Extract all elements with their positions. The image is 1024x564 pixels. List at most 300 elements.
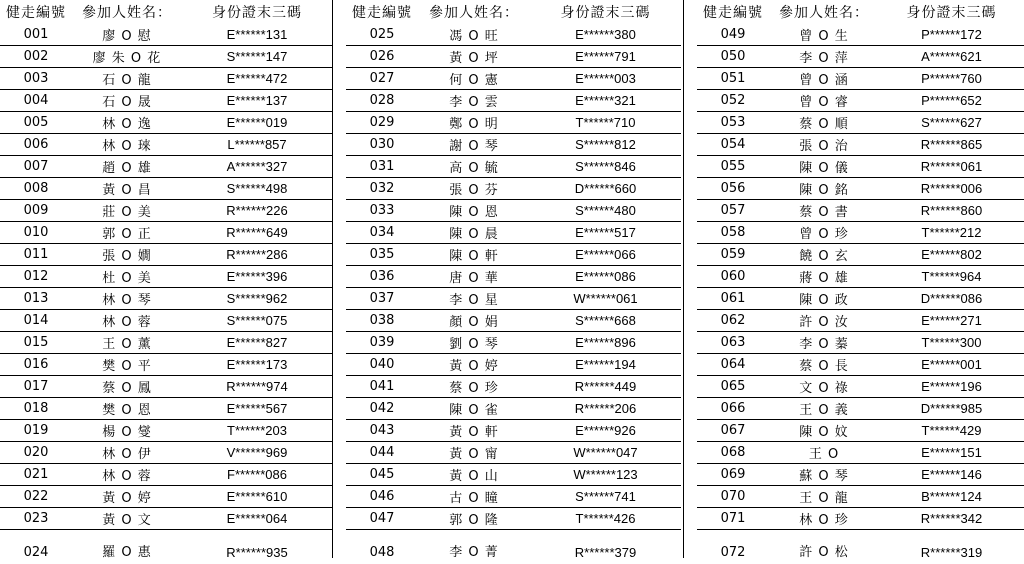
participant-name: 林 O 逸 bbox=[72, 112, 182, 134]
walker-number: 027 bbox=[346, 68, 418, 90]
header-name: 參加人姓名： bbox=[418, 0, 530, 24]
participant-name: 楊 O 燮 bbox=[72, 420, 182, 442]
id-last-three: B******124 bbox=[879, 486, 1024, 508]
participant-name: 蘇 O 琴 bbox=[769, 464, 879, 486]
walker-number: 059 bbox=[697, 244, 769, 266]
participant-name: 陳 O 晨 bbox=[418, 222, 530, 244]
walker-number: 046 bbox=[346, 486, 418, 508]
header-number: 健走編號 bbox=[346, 0, 418, 24]
participant-name: 陳 O 政 bbox=[769, 288, 879, 310]
walker-number: 023 bbox=[0, 508, 72, 530]
participant-name: 王 O 義 bbox=[769, 398, 879, 420]
header-id: 身份證末三碼 bbox=[879, 0, 1024, 24]
participant-name: 饒 O 玄 bbox=[769, 244, 879, 266]
participant-name: 唐 O 華 bbox=[418, 266, 530, 288]
walker-number: 052 bbox=[697, 90, 769, 112]
participant-name: 黃 O 坪 bbox=[418, 46, 530, 68]
table-row bbox=[697, 46, 1024, 68]
walker-number: 029 bbox=[346, 112, 418, 134]
walker-number: 071 bbox=[697, 508, 769, 530]
table-row bbox=[0, 486, 332, 508]
participant-name: 曾 O 睿 bbox=[769, 90, 879, 112]
walker-number: 017 bbox=[0, 376, 72, 398]
id-last-three: P******760 bbox=[879, 68, 1024, 90]
table-row bbox=[0, 376, 332, 398]
id-last-three: E******567 bbox=[182, 398, 332, 420]
participant-name: 林 O 蓉 bbox=[72, 464, 182, 486]
walker-number: 007 bbox=[0, 156, 72, 178]
participant-name: 樊 O 平 bbox=[72, 354, 182, 376]
table-row bbox=[697, 398, 1024, 420]
walker-number: 045 bbox=[346, 464, 418, 486]
table-row bbox=[0, 68, 332, 90]
roster-panel bbox=[697, 0, 1024, 558]
participant-name: 林 O 琜 bbox=[72, 134, 182, 156]
table-row bbox=[697, 354, 1024, 376]
participant-name: 林 O 伊 bbox=[72, 442, 182, 464]
walker-number: 005 bbox=[0, 112, 72, 134]
participant-name: 陳 O 雀 bbox=[418, 398, 530, 420]
participant-name: 蔡 O 書 bbox=[769, 200, 879, 222]
walker-number: 003 bbox=[0, 68, 72, 90]
table-row bbox=[0, 156, 332, 178]
participant-name: 廖 O 慰 bbox=[72, 24, 182, 46]
walker-number: 024 bbox=[0, 530, 72, 564]
header-name: 參加人姓名： bbox=[72, 0, 182, 24]
participant-name: 王 O 龍 bbox=[769, 486, 879, 508]
id-last-three: R******449 bbox=[530, 376, 681, 398]
participant-name: 李 O 菁 bbox=[418, 530, 530, 564]
roster-table bbox=[346, 0, 681, 564]
walker-number: 008 bbox=[0, 178, 72, 200]
walker-number: 034 bbox=[346, 222, 418, 244]
table-row bbox=[0, 310, 332, 332]
id-last-three: D******660 bbox=[530, 178, 681, 200]
walker-number: 010 bbox=[0, 222, 72, 244]
walker-number: 050 bbox=[697, 46, 769, 68]
walker-number: 006 bbox=[0, 134, 72, 156]
table-row bbox=[0, 508, 332, 530]
header-id: 身份證末三碼 bbox=[182, 0, 332, 24]
walker-number: 019 bbox=[0, 420, 72, 442]
id-last-three: E******131 bbox=[182, 24, 332, 46]
table-row bbox=[346, 486, 681, 508]
participant-name: 謝 O 琴 bbox=[418, 134, 530, 156]
table-row bbox=[346, 222, 681, 244]
id-last-three: E******146 bbox=[879, 464, 1024, 486]
roster-panel bbox=[0, 0, 332, 558]
walker-number: 056 bbox=[697, 178, 769, 200]
walker-number: 037 bbox=[346, 288, 418, 310]
table-row bbox=[346, 200, 681, 222]
table-row bbox=[697, 442, 1024, 464]
header-number: 健走編號 bbox=[0, 0, 72, 24]
participant-name: 林 O 蓉 bbox=[72, 310, 182, 332]
table-row bbox=[346, 90, 681, 112]
id-last-three: R******342 bbox=[879, 508, 1024, 530]
table-row bbox=[697, 222, 1024, 244]
roster-panel bbox=[346, 0, 681, 558]
id-last-three: S******498 bbox=[182, 178, 332, 200]
id-last-three: R******226 bbox=[182, 200, 332, 222]
walker-number: 014 bbox=[0, 310, 72, 332]
table-row bbox=[697, 530, 1024, 564]
walker-number: 031 bbox=[346, 156, 418, 178]
table-row bbox=[346, 420, 681, 442]
walker-number: 011 bbox=[0, 244, 72, 266]
walker-number: 051 bbox=[697, 68, 769, 90]
table-row bbox=[346, 178, 681, 200]
walker-number: 002 bbox=[0, 46, 72, 68]
participant-name: 郭 O 隆 bbox=[418, 508, 530, 530]
participant-name: 林 O 珍 bbox=[769, 508, 879, 530]
table-row bbox=[0, 178, 332, 200]
walker-number: 062 bbox=[697, 310, 769, 332]
participant-name: 李 O 雲 bbox=[418, 90, 530, 112]
walker-number: 060 bbox=[697, 266, 769, 288]
id-last-three: E******827 bbox=[182, 332, 332, 354]
walker-number: 042 bbox=[346, 398, 418, 420]
id-last-three: R******649 bbox=[182, 222, 332, 244]
table-row bbox=[0, 288, 332, 310]
walker-number: 039 bbox=[346, 332, 418, 354]
table-row bbox=[0, 134, 332, 156]
table-row bbox=[697, 244, 1024, 266]
table-row bbox=[346, 442, 681, 464]
table-row bbox=[0, 420, 332, 442]
id-last-three: R******860 bbox=[879, 200, 1024, 222]
table-row bbox=[0, 332, 332, 354]
table-row bbox=[346, 134, 681, 156]
participant-name: 劉 O 琴 bbox=[418, 332, 530, 354]
participant-name: 黃 O 文 bbox=[72, 508, 182, 530]
id-last-three: R******061 bbox=[879, 156, 1024, 178]
table-row bbox=[697, 420, 1024, 442]
participant-name: 古 O 瞳 bbox=[418, 486, 530, 508]
participant-name: 陳 O 妏 bbox=[769, 420, 879, 442]
table-row bbox=[0, 442, 332, 464]
id-last-three: S******627 bbox=[879, 112, 1024, 134]
participant-name: 廖 朱 O 花 bbox=[72, 46, 182, 68]
walker-number: 012 bbox=[0, 266, 72, 288]
id-last-three: E******802 bbox=[879, 244, 1024, 266]
id-last-three: E******173 bbox=[182, 354, 332, 376]
table-row bbox=[346, 266, 681, 288]
participant-name: 林 O 琴 bbox=[72, 288, 182, 310]
id-last-three: E******019 bbox=[182, 112, 332, 134]
table-row bbox=[0, 222, 332, 244]
walker-number: 035 bbox=[346, 244, 418, 266]
participant-name: 郭 O 正 bbox=[72, 222, 182, 244]
walker-number: 057 bbox=[697, 200, 769, 222]
id-last-three: R******379 bbox=[530, 530, 681, 564]
participant-name: 張 O 嫺 bbox=[72, 244, 182, 266]
walker-number: 072 bbox=[697, 530, 769, 564]
participant-name: 許 O 松 bbox=[769, 530, 879, 564]
header-row bbox=[346, 0, 681, 24]
id-last-three: W******047 bbox=[530, 442, 681, 464]
id-last-three: A******621 bbox=[879, 46, 1024, 68]
id-last-three: R******974 bbox=[182, 376, 332, 398]
id-last-three: E******194 bbox=[530, 354, 681, 376]
participant-name: 張 O 芬 bbox=[418, 178, 530, 200]
id-last-three: A******327 bbox=[182, 156, 332, 178]
id-last-three: D******086 bbox=[879, 288, 1024, 310]
walker-number: 022 bbox=[0, 486, 72, 508]
table-row bbox=[346, 530, 681, 564]
participant-name: 莊 O 美 bbox=[72, 200, 182, 222]
walker-number: 018 bbox=[0, 398, 72, 420]
participant-name: 黃 O 山 bbox=[418, 464, 530, 486]
id-last-three: P******172 bbox=[879, 24, 1024, 46]
participant-name: 張 O 治 bbox=[769, 134, 879, 156]
id-last-three: S******812 bbox=[530, 134, 681, 156]
walker-number: 066 bbox=[697, 398, 769, 420]
table-row bbox=[697, 508, 1024, 530]
participant-name: 羅 O 惠 bbox=[72, 530, 182, 564]
walker-number: 064 bbox=[697, 354, 769, 376]
id-last-three: E******926 bbox=[530, 420, 681, 442]
walker-number: 028 bbox=[346, 90, 418, 112]
participant-name: 陳 O 恩 bbox=[418, 200, 530, 222]
table-row bbox=[0, 24, 332, 46]
roster-table bbox=[697, 0, 1024, 564]
table-row bbox=[697, 112, 1024, 134]
id-last-three: E******380 bbox=[530, 24, 681, 46]
id-last-three: E******896 bbox=[530, 332, 681, 354]
participant-name: 蔡 O 順 bbox=[769, 112, 879, 134]
table-row bbox=[697, 178, 1024, 200]
id-last-three: V******969 bbox=[182, 442, 332, 464]
walker-number: 070 bbox=[697, 486, 769, 508]
table-row bbox=[346, 508, 681, 530]
walker-number: 038 bbox=[346, 310, 418, 332]
table-row bbox=[346, 244, 681, 266]
participant-name: 蔡 O 珍 bbox=[418, 376, 530, 398]
participant-name: 黃 O 昌 bbox=[72, 178, 182, 200]
participant-name: 蔣 O 雄 bbox=[769, 266, 879, 288]
table-row bbox=[0, 266, 332, 288]
participant-name: 陳 O 軒 bbox=[418, 244, 530, 266]
id-last-three: E******472 bbox=[182, 68, 332, 90]
id-last-three: R******319 bbox=[879, 530, 1024, 564]
walker-number: 049 bbox=[697, 24, 769, 46]
walker-number: 001 bbox=[0, 24, 72, 46]
table-row bbox=[346, 354, 681, 376]
table-row bbox=[0, 464, 332, 486]
table-row bbox=[346, 464, 681, 486]
participant-name: 黃 O 甯 bbox=[418, 442, 530, 464]
id-last-three: E******064 bbox=[182, 508, 332, 530]
id-last-three: E******271 bbox=[879, 310, 1024, 332]
walker-number: 061 bbox=[697, 288, 769, 310]
table-row bbox=[697, 200, 1024, 222]
walker-number: 068 bbox=[697, 442, 769, 464]
id-last-three: D******985 bbox=[879, 398, 1024, 420]
participant-name: 黃 O 婷 bbox=[72, 486, 182, 508]
header-number: 健走編號 bbox=[697, 0, 769, 24]
id-last-three: E******517 bbox=[530, 222, 681, 244]
participant-name: 李 O 萍 bbox=[769, 46, 879, 68]
participant-name: 陳 O 儀 bbox=[769, 156, 879, 178]
id-last-three: S******147 bbox=[182, 46, 332, 68]
table-row bbox=[697, 68, 1024, 90]
id-last-three: E******086 bbox=[530, 266, 681, 288]
participant-name: 陳 O 銘 bbox=[769, 178, 879, 200]
table-row bbox=[697, 24, 1024, 46]
id-last-three: T******300 bbox=[879, 332, 1024, 354]
participant-name: 李 O 星 bbox=[418, 288, 530, 310]
walker-number: 063 bbox=[697, 332, 769, 354]
walker-number: 032 bbox=[346, 178, 418, 200]
id-last-three: T******426 bbox=[530, 508, 681, 530]
table-row bbox=[697, 310, 1024, 332]
table-row bbox=[346, 398, 681, 420]
table-row bbox=[0, 244, 332, 266]
participant-name: 鄭 O 明 bbox=[418, 112, 530, 134]
walker-number: 036 bbox=[346, 266, 418, 288]
header-id: 身份證末三碼 bbox=[530, 0, 681, 24]
walker-number: 004 bbox=[0, 90, 72, 112]
participant-name: 樊 O 恩 bbox=[72, 398, 182, 420]
participant-name: 文 O 祿 bbox=[769, 376, 879, 398]
id-last-three: R******206 bbox=[530, 398, 681, 420]
table-row bbox=[0, 90, 332, 112]
id-last-three: S******668 bbox=[530, 310, 681, 332]
table-row bbox=[346, 288, 681, 310]
walker-number: 033 bbox=[346, 200, 418, 222]
participant-name: 蔡 O 鳳 bbox=[72, 376, 182, 398]
id-last-three: S******962 bbox=[182, 288, 332, 310]
id-last-three: E******321 bbox=[530, 90, 681, 112]
walker-number: 065 bbox=[697, 376, 769, 398]
table-row bbox=[0, 354, 332, 376]
table-row bbox=[0, 46, 332, 68]
id-last-three: R******865 bbox=[879, 134, 1024, 156]
participant-name: 曾 O 涵 bbox=[769, 68, 879, 90]
id-last-three: S******846 bbox=[530, 156, 681, 178]
walker-number: 054 bbox=[697, 134, 769, 156]
walker-number: 040 bbox=[346, 354, 418, 376]
table-row bbox=[0, 398, 332, 420]
participant-name: 王 O bbox=[769, 442, 879, 464]
walker-number: 055 bbox=[697, 156, 769, 178]
participant-name: 王 O 薰 bbox=[72, 332, 182, 354]
walker-number: 041 bbox=[346, 376, 418, 398]
walker-number: 016 bbox=[0, 354, 72, 376]
walker-number: 069 bbox=[697, 464, 769, 486]
table-row bbox=[0, 112, 332, 134]
id-last-three: T******964 bbox=[879, 266, 1024, 288]
walker-number: 044 bbox=[346, 442, 418, 464]
participant-name: 曾 O 生 bbox=[769, 24, 879, 46]
participant-name: 李 O 蓁 bbox=[769, 332, 879, 354]
walker-number: 021 bbox=[0, 464, 72, 486]
table-row bbox=[697, 90, 1024, 112]
table-row bbox=[697, 376, 1024, 398]
table-row bbox=[697, 134, 1024, 156]
id-last-three: T******212 bbox=[879, 222, 1024, 244]
participant-name: 石 O 晟 bbox=[72, 90, 182, 112]
table-row bbox=[346, 112, 681, 134]
roster-table bbox=[0, 0, 332, 564]
table-row bbox=[697, 332, 1024, 354]
table-row bbox=[697, 464, 1024, 486]
id-last-three: E******066 bbox=[530, 244, 681, 266]
id-last-three: R******286 bbox=[182, 244, 332, 266]
walker-number: 020 bbox=[0, 442, 72, 464]
table-row bbox=[0, 200, 332, 222]
id-last-three: S******480 bbox=[530, 200, 681, 222]
table-row bbox=[346, 310, 681, 332]
walker-number: 026 bbox=[346, 46, 418, 68]
id-last-three: E******001 bbox=[879, 354, 1024, 376]
walker-number: 030 bbox=[346, 134, 418, 156]
participant-name: 顏 O 娟 bbox=[418, 310, 530, 332]
participant-name: 趙 O 雄 bbox=[72, 156, 182, 178]
id-last-three: E******196 bbox=[879, 376, 1024, 398]
participant-name: 石 O 龍 bbox=[72, 68, 182, 90]
walker-number: 047 bbox=[346, 508, 418, 530]
id-last-three: R******935 bbox=[182, 530, 332, 564]
participant-name: 黃 O 軒 bbox=[418, 420, 530, 442]
participant-name: 杜 O 美 bbox=[72, 266, 182, 288]
id-last-three: W******123 bbox=[530, 464, 681, 486]
id-last-three: E******151 bbox=[879, 442, 1024, 464]
walker-number: 043 bbox=[346, 420, 418, 442]
table-row bbox=[346, 156, 681, 178]
id-last-three: E******396 bbox=[182, 266, 332, 288]
walker-number: 009 bbox=[0, 200, 72, 222]
table-row bbox=[346, 376, 681, 398]
id-last-three: F******086 bbox=[182, 464, 332, 486]
table-row bbox=[346, 46, 681, 68]
id-last-three: T******710 bbox=[530, 112, 681, 134]
id-last-three: R******006 bbox=[879, 178, 1024, 200]
header-name: 參加人姓名： bbox=[769, 0, 879, 24]
table-row bbox=[346, 68, 681, 90]
header-row bbox=[0, 0, 332, 24]
walker-number: 067 bbox=[697, 420, 769, 442]
participant-name: 蔡 O 長 bbox=[769, 354, 879, 376]
table-row bbox=[697, 266, 1024, 288]
id-last-three: E******003 bbox=[530, 68, 681, 90]
walker-number: 025 bbox=[346, 24, 418, 46]
table-row bbox=[0, 530, 332, 564]
table-row bbox=[346, 332, 681, 354]
table-row bbox=[346, 24, 681, 46]
id-last-three: S******741 bbox=[530, 486, 681, 508]
id-last-three: E******137 bbox=[182, 90, 332, 112]
id-last-three: E******610 bbox=[182, 486, 332, 508]
id-last-three: S******075 bbox=[182, 310, 332, 332]
id-last-three: T******203 bbox=[182, 420, 332, 442]
id-last-three: P******652 bbox=[879, 90, 1024, 112]
column-divider bbox=[683, 0, 684, 558]
participant-name: 高 O 毓 bbox=[418, 156, 530, 178]
participant-name: 馮 O 旺 bbox=[418, 24, 530, 46]
column-divider bbox=[332, 0, 333, 558]
walker-number: 015 bbox=[0, 332, 72, 354]
walker-number: 013 bbox=[0, 288, 72, 310]
participant-name: 許 O 汝 bbox=[769, 310, 879, 332]
id-last-three: T******429 bbox=[879, 420, 1024, 442]
table-row bbox=[697, 156, 1024, 178]
table-row bbox=[697, 288, 1024, 310]
participant-name: 曾 O 珍 bbox=[769, 222, 879, 244]
table-row bbox=[697, 486, 1024, 508]
participant-name: 何 O 憲 bbox=[418, 68, 530, 90]
